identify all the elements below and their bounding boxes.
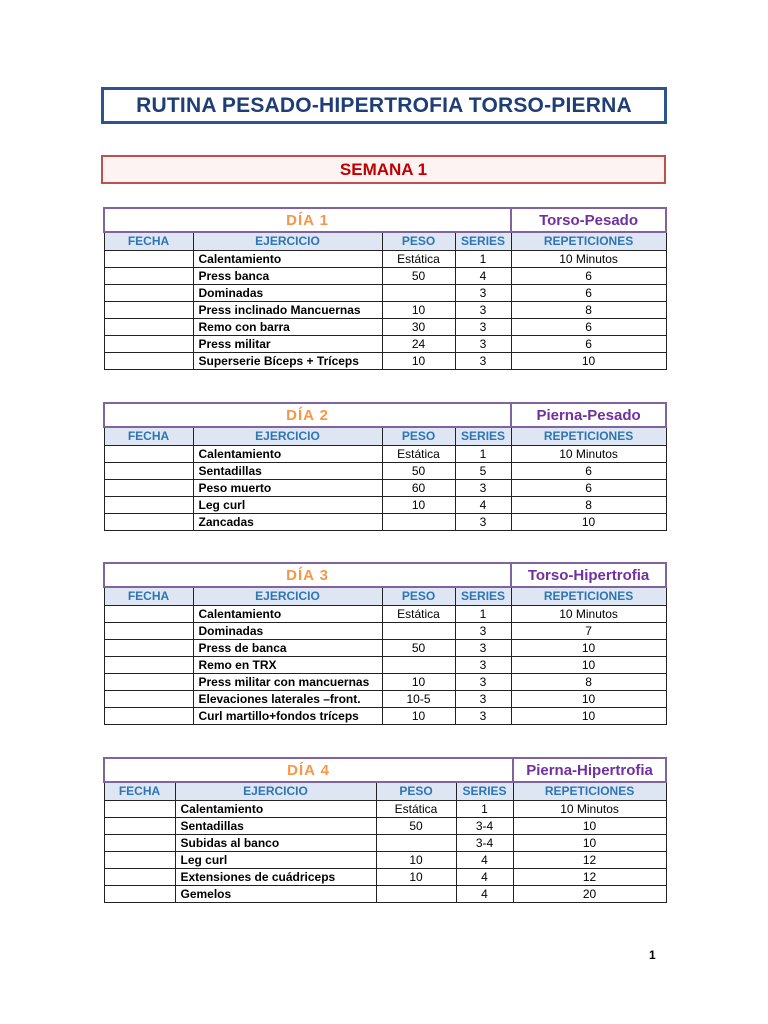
table-row — [104, 674, 666, 691]
cell-peso: 10 — [382, 353, 455, 370]
table-row — [104, 852, 666, 869]
cell-reps: 8 — [511, 674, 666, 691]
cell-ejercicio: Remo con barra — [193, 319, 382, 336]
cell-ejercicio: Remo en TRX — [193, 657, 382, 674]
cell-reps: 10 Minutos — [513, 801, 666, 818]
table-row — [104, 869, 666, 886]
cell-peso: 60 — [382, 480, 455, 497]
cell-series: 3 — [455, 285, 511, 302]
day-label: DÍA 1 — [104, 208, 511, 232]
cell-fecha — [104, 835, 175, 852]
cell-peso: Estática — [382, 251, 455, 268]
cell-peso: 50 — [376, 818, 456, 835]
cell-fecha — [104, 336, 193, 353]
cell-ejercicio: Press de banca — [193, 640, 382, 657]
cell-reps: 6 — [511, 336, 666, 353]
cell-reps: 6 — [511, 319, 666, 336]
cell-ejercicio: Sentadillas — [193, 463, 382, 480]
col-ejercicio: EJERCICIO — [193, 427, 382, 446]
cell-fecha — [104, 302, 193, 319]
cell-ejercicio: Press militar con mancuernas — [193, 674, 382, 691]
cell-peso: 24 — [382, 336, 455, 353]
col-ejercicio: EJERCICIO — [193, 232, 382, 251]
cell-series: 4 — [456, 869, 513, 886]
col-repeticiones: REPETICIONES — [511, 232, 666, 251]
col-fecha: FECHA — [104, 782, 175, 801]
cell-fecha — [104, 446, 193, 463]
col-ejercicio: EJERCICIO — [175, 782, 376, 801]
table-row — [104, 497, 666, 514]
day-1-table — [103, 207, 667, 370]
table-row — [104, 268, 666, 285]
cell-reps: 6 — [511, 463, 666, 480]
document-title: RUTINA PESADO-HIPERTROFIA TORSO-PIERNA — [101, 87, 667, 124]
cell-reps: 10 — [511, 640, 666, 657]
cell-peso: 10-5 — [382, 691, 455, 708]
cell-fecha — [104, 606, 193, 623]
cell-ejercicio: Calentamiento — [193, 251, 382, 268]
day-type: Pierna-Hipertrofia — [513, 758, 666, 782]
table-row — [104, 251, 666, 268]
cell-peso — [382, 623, 455, 640]
col-repeticiones: REPETICIONES — [513, 782, 666, 801]
cell-series: 3 — [455, 480, 511, 497]
cell-fecha — [104, 353, 193, 370]
cell-series: 3 — [455, 353, 511, 370]
table-row — [104, 708, 666, 725]
cell-fecha — [104, 285, 193, 302]
day-label: DÍA 3 — [104, 563, 511, 587]
cell-fecha — [104, 497, 193, 514]
table-row — [104, 302, 666, 319]
cell-ejercicio: Press militar — [193, 336, 382, 353]
cell-reps: 10 Minutos — [511, 446, 666, 463]
cell-ejercicio: Extensiones de cuádriceps — [175, 869, 376, 886]
col-series: SERIES — [455, 427, 511, 446]
cell-peso: Estática — [382, 606, 455, 623]
cell-ejercicio: Elevaciones laterales –front. — [193, 691, 382, 708]
cell-ejercicio: Calentamiento — [175, 801, 376, 818]
cell-reps: 10 — [511, 708, 666, 725]
cell-ejercicio: Subidas al banco — [175, 835, 376, 852]
cell-series: 3 — [455, 691, 511, 708]
cell-reps: 10 — [511, 657, 666, 674]
cell-series: 3 — [455, 514, 511, 531]
cell-fecha — [104, 818, 175, 835]
cell-peso — [376, 886, 456, 903]
col-peso: PESO — [382, 587, 455, 606]
cell-series: 5 — [455, 463, 511, 480]
cell-fecha — [104, 657, 193, 674]
table-row — [104, 657, 666, 674]
cell-peso: 50 — [382, 640, 455, 657]
table-row — [104, 691, 666, 708]
cell-series: 3-4 — [456, 818, 513, 835]
cell-fecha — [104, 623, 193, 640]
day-type: Torso-Pesado — [511, 208, 666, 232]
col-fecha: FECHA — [104, 232, 193, 251]
col-repeticiones: REPETICIONES — [511, 427, 666, 446]
col-repeticiones: REPETICIONES — [511, 587, 666, 606]
cell-peso: Estática — [376, 801, 456, 818]
table-row — [104, 818, 666, 835]
cell-reps: 12 — [513, 852, 666, 869]
page-number: 1 — [649, 948, 656, 962]
day-label: DÍA 2 — [104, 403, 511, 427]
cell-ejercicio: Peso muerto — [193, 480, 382, 497]
cell-peso: 50 — [382, 268, 455, 285]
cell-ejercicio: Calentamiento — [193, 606, 382, 623]
table-row — [104, 336, 666, 353]
day-3-table — [103, 562, 667, 725]
cell-reps: 10 — [511, 691, 666, 708]
table-row — [104, 835, 666, 852]
cell-ejercicio: Superserie Bíceps + Tríceps — [193, 353, 382, 370]
cell-ejercicio: Dominadas — [193, 623, 382, 640]
table-row — [104, 623, 666, 640]
cell-reps: 7 — [511, 623, 666, 640]
day-4-table — [103, 757, 667, 903]
cell-fecha — [104, 319, 193, 336]
cell-peso — [382, 514, 455, 531]
cell-peso: 10 — [382, 708, 455, 725]
cell-fecha — [104, 514, 193, 531]
cell-reps: 20 — [513, 886, 666, 903]
col-ejercicio: EJERCICIO — [193, 587, 382, 606]
cell-ejercicio: Curl martillo+fondos tríceps — [193, 708, 382, 725]
cell-reps: 8 — [511, 302, 666, 319]
cell-reps: 10 Minutos — [511, 606, 666, 623]
cell-series: 3 — [455, 640, 511, 657]
cell-series: 3 — [455, 657, 511, 674]
cell-fecha — [104, 869, 175, 886]
cell-series: 4 — [456, 886, 513, 903]
cell-reps: 6 — [511, 268, 666, 285]
day-label: DÍA 4 — [104, 758, 513, 782]
table-row — [104, 606, 666, 623]
cell-peso: Estática — [382, 446, 455, 463]
cell-reps: 10 Minutos — [511, 251, 666, 268]
cell-reps: 10 — [513, 818, 666, 835]
cell-ejercicio: Gemelos — [175, 886, 376, 903]
cell-series: 3-4 — [456, 835, 513, 852]
table-row — [104, 514, 666, 531]
cell-series: 1 — [456, 801, 513, 818]
cell-fecha — [104, 708, 193, 725]
cell-series: 3 — [455, 336, 511, 353]
col-series: SERIES — [455, 232, 511, 251]
table-row — [104, 353, 666, 370]
day-2-table — [103, 402, 667, 531]
cell-reps: 10 — [511, 353, 666, 370]
cell-peso: 10 — [382, 302, 455, 319]
cell-ejercicio: Calentamiento — [193, 446, 382, 463]
cell-peso: 10 — [376, 869, 456, 886]
cell-fecha — [104, 691, 193, 708]
cell-reps: 6 — [511, 480, 666, 497]
cell-peso: 10 — [382, 674, 455, 691]
cell-peso: 30 — [382, 319, 455, 336]
cell-peso: 50 — [382, 463, 455, 480]
table-row — [104, 319, 666, 336]
col-series: SERIES — [456, 782, 513, 801]
cell-series: 3 — [455, 623, 511, 640]
cell-fecha — [104, 268, 193, 285]
cell-series: 4 — [455, 497, 511, 514]
cell-fecha — [104, 674, 193, 691]
table-row — [104, 446, 666, 463]
col-peso: PESO — [382, 232, 455, 251]
cell-series: 4 — [455, 268, 511, 285]
cell-ejercicio: Press banca — [193, 268, 382, 285]
cell-peso — [382, 657, 455, 674]
col-fecha: FECHA — [104, 427, 193, 446]
cell-peso — [382, 285, 455, 302]
cell-series: 3 — [455, 708, 511, 725]
col-peso: PESO — [382, 427, 455, 446]
table-row — [104, 480, 666, 497]
cell-series: 1 — [455, 446, 511, 463]
cell-reps: 10 — [513, 835, 666, 852]
cell-ejercicio: Sentadillas — [175, 818, 376, 835]
cell-peso — [376, 835, 456, 852]
cell-series: 4 — [456, 852, 513, 869]
cell-fecha — [104, 852, 175, 869]
day-type: Torso-Hipertrofia — [511, 563, 666, 587]
cell-series: 1 — [455, 606, 511, 623]
cell-reps: 10 — [511, 514, 666, 531]
cell-series: 1 — [455, 251, 511, 268]
cell-fecha — [104, 801, 175, 818]
col-peso: PESO — [376, 782, 456, 801]
cell-fecha — [104, 480, 193, 497]
cell-fecha — [104, 463, 193, 480]
cell-peso: 10 — [382, 497, 455, 514]
cell-ejercicio: Dominadas — [193, 285, 382, 302]
cell-reps: 12 — [513, 869, 666, 886]
table-row — [104, 640, 666, 657]
day-type: Pierna-Pesado — [511, 403, 666, 427]
cell-ejercicio: Zancadas — [193, 514, 382, 531]
table-row — [104, 801, 666, 818]
col-fecha: FECHA — [104, 587, 193, 606]
cell-peso: 10 — [376, 852, 456, 869]
cell-fecha — [104, 886, 175, 903]
cell-reps: 8 — [511, 497, 666, 514]
cell-series: 3 — [455, 319, 511, 336]
table-row — [104, 285, 666, 302]
cell-reps: 6 — [511, 285, 666, 302]
cell-series: 3 — [455, 302, 511, 319]
cell-fecha — [104, 640, 193, 657]
col-series: SERIES — [455, 587, 511, 606]
table-row — [104, 463, 666, 480]
cell-fecha — [104, 251, 193, 268]
cell-series: 3 — [455, 674, 511, 691]
cell-ejercicio: Press inclinado Mancuernas — [193, 302, 382, 319]
cell-ejercicio: Leg curl — [175, 852, 376, 869]
cell-ejercicio: Leg curl — [193, 497, 382, 514]
table-row — [104, 886, 666, 903]
week-heading: SEMANA 1 — [101, 155, 666, 184]
